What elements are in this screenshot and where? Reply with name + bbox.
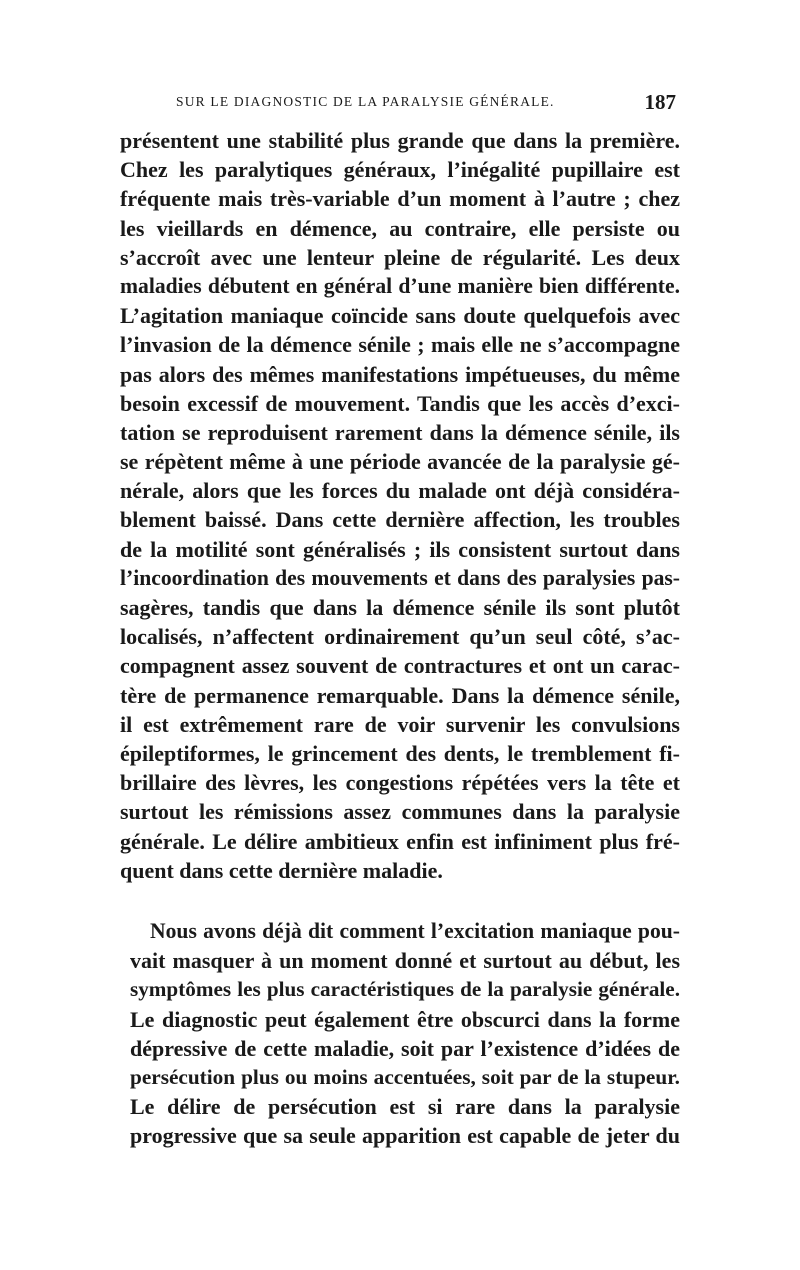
text-line: se répètent même à une période avancée de la paralysie gé- [120,449,680,475]
page-number: 187 [644,90,676,114]
text-line: l’incoordination des mouvements et dans des paralysies pas- [120,565,680,590]
text-line: compagnent assez souvent de contractures et ont un carac- [120,653,680,679]
text-line: nérale, alors que les forces du malade ont déjà considéra- [120,478,680,504]
text-line: progressive que sa seule apparition est capable de jeter du [130,1123,680,1149]
text-line: localisés, n’affectent ordinairement qu’un seul côté, s’ac- [120,624,680,650]
text-line: symptômes les plus caractéristiques de la paralysie générale. [130,977,680,1002]
text-line: tère de permanence remarquable. Dans la démence sénile, [120,682,680,708]
text-line: épileptiformes, le grincement des dents, le tremblement fi- [120,740,680,766]
text-line: il est extrêmement rare de voir survenir les convulsions [120,711,680,737]
text-line: persécution plus ou moins accentuées, soit par de la stupeur. [130,1064,680,1089]
text-line: Le diagnostic peut également être obscurci dans la forme [130,1006,680,1032]
text-line: pas alors des mêmes manifestations impétueuses, du même [120,361,680,387]
text-line: blement baissé. Dans cette dernière affection, les troubles [120,507,680,533]
running-title: SUR LE DIAGNOSTIC DE LA PARALYSIE GÉNÉRALE. [176,94,555,109]
text-line: Nous avons déjà dit comment l’excitation maniaque pou- [150,919,680,943]
text-line: L’agitation maniaque coïncide sans doute quelquefois avec [120,303,680,329]
text-line: générale. Le délire ambitieux enfin est infiniment plus fré- [120,828,680,854]
text-line: s’accroît avec une lenteur pleine de régularité. Les deux [120,244,680,270]
text-line: vait masquer à un moment donné et surtout au début, les [130,948,680,974]
text-line: tation se reproduisent rarement dans la démence sénile, ils [120,419,680,445]
text-line: Le délire de persécution est si rare dans la paralysie [130,1094,680,1120]
text-line: fréquente mais très-variable d’un moment à l’autre ; chez [120,186,680,212]
text-line: l’invasion de la démence sénile ; mais elle ne s’accompagne [120,332,680,358]
text-line: sagères, tandis que dans la démence sénile ils sont plutôt [120,595,680,620]
text-line: de la motilité sont généralisés ; ils consistent surtout dans [120,536,680,562]
text-line: maladies débutent en général d’une manière bien différente. [120,273,680,298]
text-line: dépressive de cette maladie, soit par l’existence d’idées de [130,1035,680,1061]
text-line: brillaire des lèvres, les congestions répétées vers la tête et [120,770,680,796]
paragraph-1 [120,126,680,885]
text-line: les vieillards en démence, au contraire, elle persiste ou [120,215,680,241]
text-line: présentent une stabilité plus grande que dans la première. [120,128,680,153]
text-line: surtout les rémissions assez communes dans la paralysie [120,799,680,825]
text-line: Chez les paralytiques généraux, l’inégalité pupillaire est [120,157,680,183]
running-head [176,90,676,116]
paragraph-2 [120,917,680,1151]
text-line: quent dans cette dernière maladie. [120,857,443,883]
text-line: besoin excessif de mouvement. Tandis que les accès d’exci- [120,390,680,416]
